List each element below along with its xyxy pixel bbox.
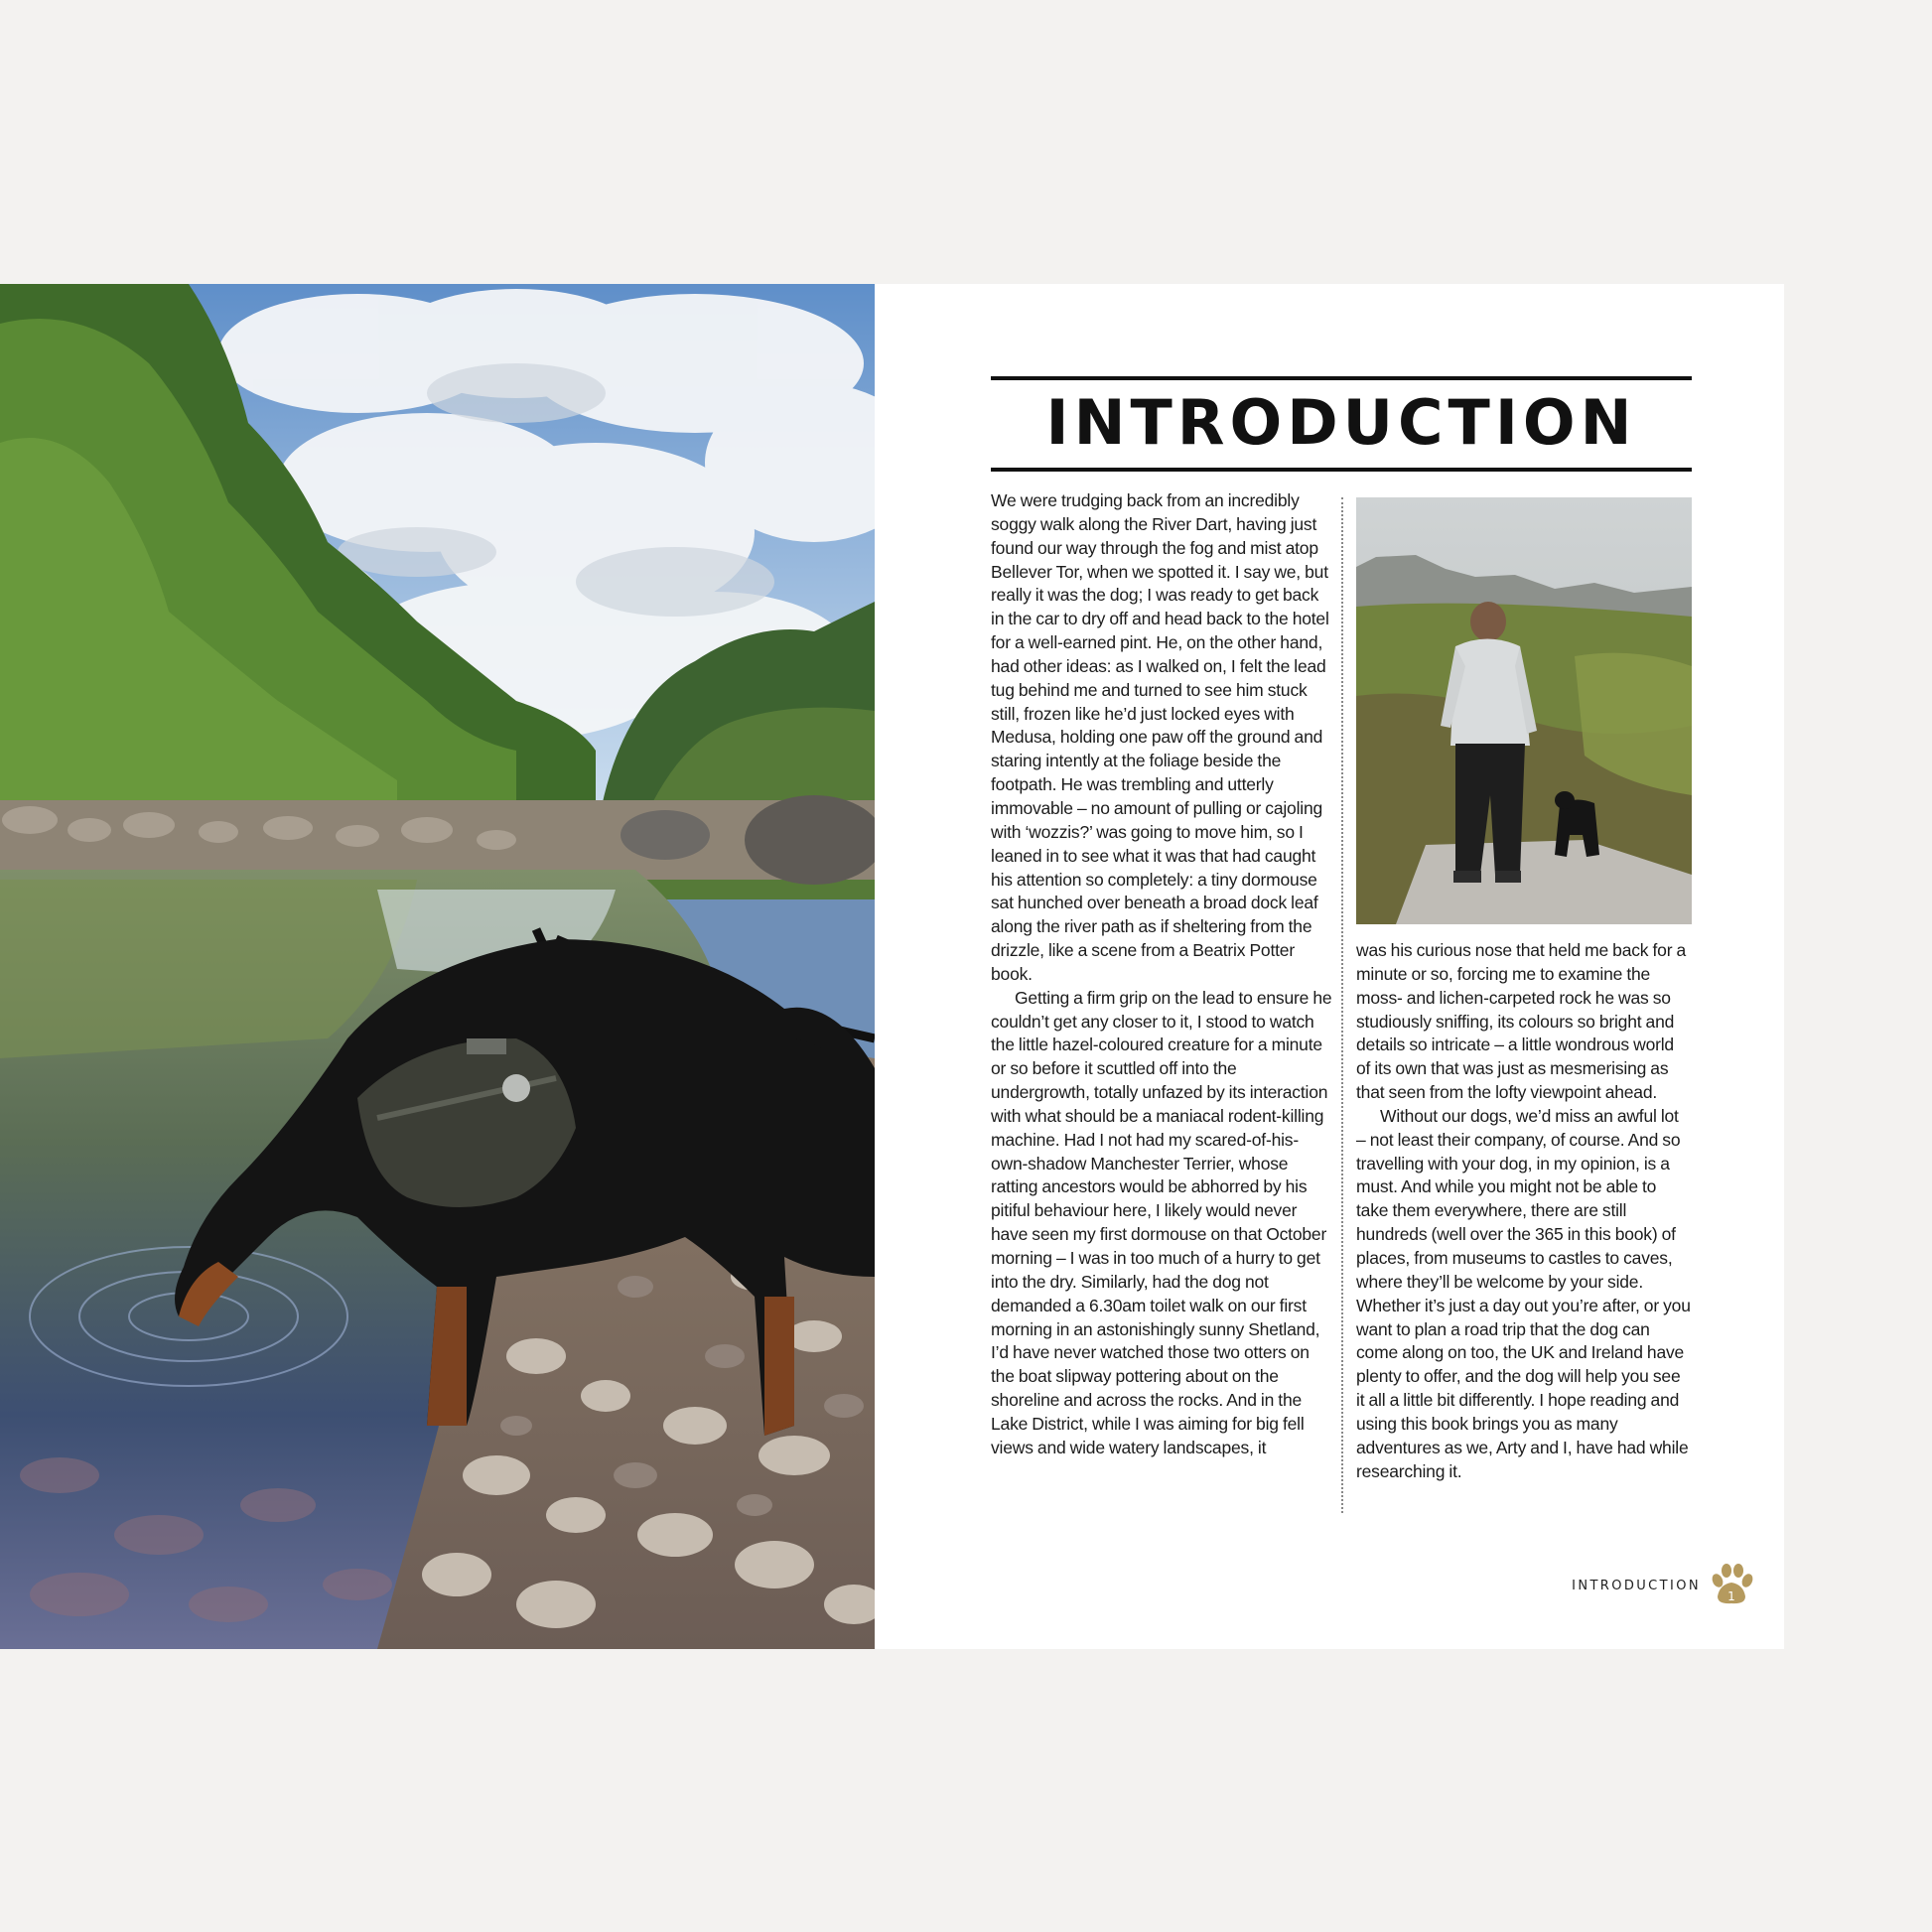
introduction-page <box>875 284 1784 1649</box>
river-dog-photo <box>0 284 875 1649</box>
paragraph: Getting a firm grip on the lead to ensure he couldn’t get any closer to it, I stood to watch the little hazel-coloured creature for a minute or so before it scuttled off into the undergrowth, totally unfazed by its interaction with what should be a maniacal rodent-killing machine. Had I not had my scared-of-his-own-shadow Manchester Terrier, whose ratting ancestors would be abhorred by his pitiful behaviour here, I likely would never have seen my first dormouse on that October morning – I was in too much of a hurry to get into the dry. Similarly, had the dog not demanded a 6.30am toilet walk on our first morning in an astonishingly sunny Shetland, I’d have never watched those two otters on the boat slipway pottering about on the shoreline and across the rocks. And in the Lake District, while I was aiming for big fell views and wide watery landscapes, it <box>991 987 1332 1457</box>
column-divider <box>1341 497 1343 1513</box>
title-rule-bottom <box>991 468 1692 472</box>
book-spread <box>0 284 1784 1649</box>
right-text-column <box>1356 939 1692 1483</box>
left-text-column <box>991 489 1332 1460</box>
hiker-with-dog-photo <box>1356 497 1692 924</box>
paw-page-number-icon <box>1708 1561 1755 1608</box>
running-footer: INTRODUCTION <box>1572 1579 1701 1593</box>
page-title: INTRODUCTION <box>1045 386 1637 459</box>
paragraph: Without our dogs, we’d miss an awful lot – not least their company, of course. And so travelling with your dog, in my opinion, is a must. And while you might not be able to take them everywhere, there are still hundreds (well over the 365 in this book) of places, from museums to castles to caves, where they’ll be welcome by your side. Whether it’s just a day out you’re after, or you want to plan a road trip that the dog can come along on too, the UK and Ireland have plenty to offer, and the dog will help you see it all a little bit differently. I hope reading and using this book brings you as many adventures as we, Arty and I, have had while researching it. <box>1356 1105 1691 1481</box>
title-rule-top <box>991 376 1692 380</box>
paragraph: was his curious nose that held me back for a minute or so, forcing me to examine the moss- and lichen-carpeted rock he was so studiously sniffing, its colours so bright and details so intricate – a little wondrous world of its own that was just as mesmerising as that seen from the lofty viewpoint ahead. <box>1356 940 1687 1103</box>
page-number: 1 <box>1727 1589 1735 1603</box>
paragraph: We were trudging back from an incredibly soggy walk along the River Dart, having just found our way through the fog and mist atop Bellever Tor, when we spotted it. I say we, but really it was the dog; I was ready to get back in the car to dry off and head back to the hotel for a well-earned pint. He, on the other hand, had other ideas: as I walked on, I felt the lead tug behind me and turned to see him stuck still, frozen like he’d just locked eyes with Medusa, holding one paw off the ground and staring intently at the foliage beside the footpath. He was trembling and utterly immovable – no amount of pulling or cajoling with ‘wozzis?’ was going to move him, so I leaned in to see what it was that had caught his attention so completely: a tiny dormouse sat hunched over beneath a broad dock leaf along the river path as if sheltering from the drizzle, like a scene from a Beatrix Potter book. <box>991 490 1329 984</box>
